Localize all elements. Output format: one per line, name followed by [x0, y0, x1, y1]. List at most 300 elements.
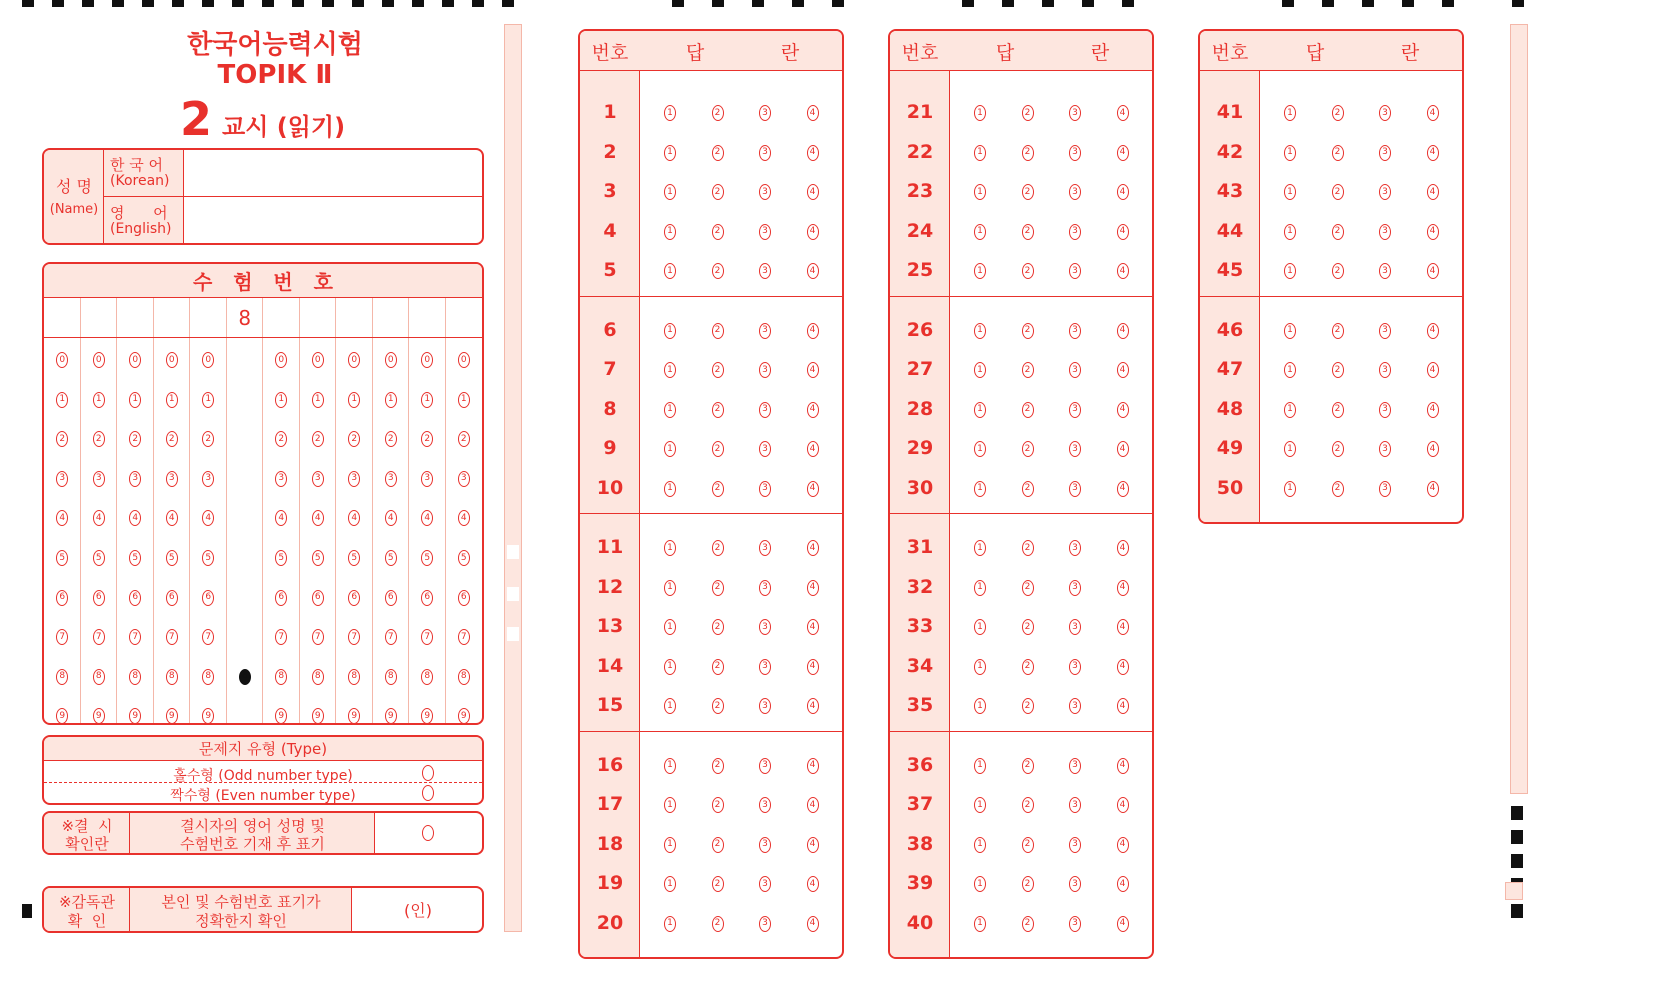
answer-bubble[interactable]: 3 — [1069, 758, 1081, 774]
answer-bubble[interactable]: 4 — [1427, 184, 1439, 200]
answer-bubble[interactable]: 2 — [1022, 481, 1034, 497]
answer-bubble[interactable]: 4 — [807, 145, 819, 161]
exam-number-bubble[interactable]: 2 — [166, 431, 178, 447]
exam-number-bubble[interactable]: 2 — [348, 431, 360, 447]
exam-number-bubble[interactable]: 1 — [129, 392, 141, 408]
answer-bubble[interactable]: 4 — [1117, 481, 1129, 497]
exam-number-bubble[interactable]: 1 — [275, 392, 287, 408]
exam-number-bubble[interactable]: 3 — [56, 471, 68, 487]
exam-number-bubble[interactable]: 6 — [202, 590, 214, 606]
answer-bubble[interactable]: 2 — [1332, 323, 1344, 339]
answer-bubble[interactable]: 1 — [664, 758, 676, 774]
answer-bubble[interactable]: 4 — [807, 481, 819, 497]
answer-bubble[interactable]: 3 — [759, 263, 771, 279]
answer-bubble[interactable]: 3 — [759, 619, 771, 635]
exam-number-bubble[interactable]: 6 — [93, 590, 105, 606]
exam-number-bubble[interactable]: 0 — [202, 352, 214, 368]
answer-bubble[interactable]: 1 — [974, 481, 986, 497]
exam-number-bubble[interactable]: 7 — [312, 629, 324, 645]
answer-bubble[interactable]: 1 — [664, 659, 676, 675]
answer-bubble[interactable]: 2 — [712, 916, 724, 932]
exam-number-bubble[interactable]: 9 — [312, 708, 324, 724]
exam-number-bubble[interactable]: 4 — [275, 510, 287, 526]
exam-number-bubble[interactable]: 9 — [166, 708, 178, 724]
answer-bubble[interactable]: 3 — [1069, 441, 1081, 457]
answer-bubble[interactable]: 1 — [974, 362, 986, 378]
answer-bubble[interactable]: 3 — [1069, 837, 1081, 853]
exam-number-bubble[interactable]: 0 — [275, 352, 287, 368]
answer-bubble[interactable]: 1 — [664, 481, 676, 497]
answer-bubble[interactable]: 3 — [1379, 402, 1391, 418]
exam-number-written-digit[interactable] — [81, 298, 118, 338]
answer-bubble[interactable]: 1 — [664, 580, 676, 596]
exam-number-bubble[interactable]: 7 — [129, 629, 141, 645]
exam-number-bubble[interactable]: 4 — [129, 510, 141, 526]
answer-bubble[interactable]: 1 — [974, 105, 986, 121]
exam-number-bubble[interactable]: 5 — [129, 550, 141, 566]
exam-number-bubble[interactable]: 9 — [458, 708, 470, 724]
exam-number-bubble[interactable]: 8 — [275, 669, 287, 685]
answer-bubble[interactable]: 2 — [1332, 481, 1344, 497]
answer-bubble[interactable]: 2 — [712, 619, 724, 635]
answer-bubble[interactable]: 3 — [759, 184, 771, 200]
answer-bubble[interactable]: 3 — [1379, 441, 1391, 457]
answer-bubble[interactable]: 1 — [1284, 105, 1296, 121]
exam-number-bubble[interactable]: 2 — [202, 431, 214, 447]
answer-bubble[interactable]: 4 — [1117, 402, 1129, 418]
answer-bubble[interactable]: 1 — [664, 184, 676, 200]
answer-bubble[interactable]: 4 — [1117, 540, 1129, 556]
answer-bubble[interactable]: 4 — [807, 540, 819, 556]
even-type-bubble[interactable] — [422, 785, 434, 801]
exam-number-bubble[interactable]: 9 — [348, 708, 360, 724]
answer-bubble[interactable]: 1 — [664, 540, 676, 556]
answer-bubble[interactable]: 2 — [712, 441, 724, 457]
answer-bubble[interactable]: 1 — [1284, 184, 1296, 200]
exam-number-bubble[interactable]: 8 — [166, 669, 178, 685]
answer-bubble[interactable]: 4 — [1117, 758, 1129, 774]
answer-bubble[interactable]: 2 — [1022, 323, 1034, 339]
answer-bubble[interactable]: 1 — [1284, 441, 1296, 457]
answer-bubble[interactable]: 3 — [1069, 362, 1081, 378]
exam-number-bubble[interactable]: 1 — [202, 392, 214, 408]
exam-number-bubble[interactable]: 8 — [421, 669, 433, 685]
answer-bubble[interactable]: 1 — [664, 323, 676, 339]
exam-number-bubble[interactable]: 3 — [312, 471, 324, 487]
answer-bubble[interactable]: 2 — [1332, 145, 1344, 161]
answer-bubble[interactable]: 1 — [664, 263, 676, 279]
answer-bubble[interactable]: 2 — [1022, 184, 1034, 200]
answer-bubble[interactable]: 2 — [1022, 224, 1034, 240]
answer-bubble[interactable]: 4 — [1427, 402, 1439, 418]
exam-number-bubble[interactable]: 2 — [275, 431, 287, 447]
exam-number-bubble[interactable]: 2 — [93, 431, 105, 447]
answer-bubble[interactable]: 3 — [759, 402, 771, 418]
exam-number-bubble[interactable]: 4 — [385, 510, 397, 526]
answer-bubble[interactable]: 2 — [712, 876, 724, 892]
exam-number-bubble[interactable]: 3 — [93, 471, 105, 487]
answer-bubble[interactable]: 1 — [974, 659, 986, 675]
answer-bubble[interactable]: 4 — [1427, 362, 1439, 378]
answer-bubble[interactable]: 2 — [1332, 362, 1344, 378]
answer-bubble[interactable]: 1 — [974, 916, 986, 932]
answer-bubble[interactable]: 1 — [664, 916, 676, 932]
exam-number-bubble[interactable]: 0 — [56, 352, 68, 368]
exam-number-bubble[interactable]: 7 — [385, 629, 397, 645]
answer-bubble[interactable]: 1 — [974, 619, 986, 635]
answer-bubble[interactable]: 3 — [1069, 263, 1081, 279]
exam-number-bubble[interactable]: 9 — [275, 708, 287, 724]
exam-number-bubble[interactable]: 0 — [421, 352, 433, 368]
exam-number-written-digit[interactable] — [300, 298, 337, 338]
answer-bubble[interactable]: 2 — [712, 184, 724, 200]
answer-bubble[interactable]: 3 — [1069, 619, 1081, 635]
answer-bubble[interactable]: 4 — [1427, 263, 1439, 279]
answer-bubble[interactable]: 2 — [1022, 659, 1034, 675]
answer-bubble[interactable]: 2 — [1022, 758, 1034, 774]
exam-number-bubble[interactable]: 2 — [421, 431, 433, 447]
answer-bubble[interactable]: 1 — [1284, 362, 1296, 378]
answer-bubble[interactable]: 3 — [759, 145, 771, 161]
answer-bubble[interactable]: 2 — [712, 659, 724, 675]
exam-number-bubble[interactable]: 4 — [348, 510, 360, 526]
exam-number-bubble[interactable]: 0 — [129, 352, 141, 368]
answer-bubble[interactable]: 4 — [1117, 184, 1129, 200]
exam-number-written-digit[interactable] — [44, 298, 81, 338]
answer-bubble[interactable]: 4 — [1427, 481, 1439, 497]
answer-bubble[interactable]: 3 — [759, 105, 771, 121]
exam-number-bubble[interactable]: 4 — [421, 510, 433, 526]
answer-bubble[interactable]: 1 — [974, 540, 986, 556]
answer-bubble[interactable]: 1 — [664, 105, 676, 121]
even-type-row[interactable] — [44, 783, 482, 803]
answer-bubble[interactable]: 3 — [759, 362, 771, 378]
exam-number-bubble[interactable]: 5 — [312, 550, 324, 566]
exam-number-bubble[interactable]: 2 — [56, 431, 68, 447]
answer-bubble[interactable]: 1 — [974, 402, 986, 418]
answer-bubble[interactable]: 3 — [1379, 224, 1391, 240]
answer-bubble[interactable]: 2 — [1022, 619, 1034, 635]
answer-bubble[interactable]: 4 — [807, 916, 819, 932]
exam-number-bubble[interactable]: 7 — [166, 629, 178, 645]
answer-bubble[interactable]: 3 — [1069, 916, 1081, 932]
exam-number-bubble[interactable]: 4 — [93, 510, 105, 526]
answer-bubble[interactable]: 2 — [1022, 105, 1034, 121]
answer-bubble[interactable]: 4 — [1117, 876, 1129, 892]
answer-bubble[interactable]: 2 — [712, 224, 724, 240]
answer-bubble[interactable]: 4 — [1427, 105, 1439, 121]
exam-number-bubble[interactable]: 6 — [129, 590, 141, 606]
answer-bubble[interactable]: 1 — [974, 184, 986, 200]
answer-bubble[interactable]: 4 — [807, 876, 819, 892]
exam-number-bubble[interactable]: 6 — [385, 590, 397, 606]
answer-bubble[interactable]: 4 — [807, 619, 819, 635]
exam-number-written-digit[interactable] — [117, 298, 154, 338]
exam-number-bubble[interactable]: 8 — [202, 669, 214, 685]
answer-bubble[interactable]: 3 — [1069, 224, 1081, 240]
answer-bubble[interactable]: 1 — [974, 797, 986, 813]
exam-number-bubble[interactable]: 8 — [348, 669, 360, 685]
exam-number-bubble[interactable]: 4 — [166, 510, 178, 526]
answer-bubble[interactable]: 1 — [1284, 145, 1296, 161]
answer-bubble[interactable]: 4 — [1117, 263, 1129, 279]
answer-bubble[interactable]: 3 — [759, 540, 771, 556]
answer-bubble[interactable]: 1 — [974, 441, 986, 457]
exam-number-bubble[interactable]: 1 — [312, 392, 324, 408]
answer-bubble[interactable]: 2 — [1022, 263, 1034, 279]
exam-number-bubble[interactable]: 9 — [202, 708, 214, 724]
answer-bubble[interactable]: 2 — [712, 698, 724, 714]
answer-bubble[interactable]: 3 — [759, 876, 771, 892]
answer-bubble[interactable]: 4 — [807, 580, 819, 596]
answer-bubble[interactable]: 1 — [1284, 224, 1296, 240]
exam-number-bubble[interactable]: 8 — [56, 669, 68, 685]
answer-bubble[interactable]: 4 — [807, 698, 819, 714]
exam-number-bubble[interactable]: 6 — [421, 590, 433, 606]
exam-number-bubble[interactable]: 0 — [93, 352, 105, 368]
answer-bubble[interactable]: 2 — [1022, 837, 1034, 853]
exam-number-bubble[interactable]: 2 — [312, 431, 324, 447]
exam-number-bubble[interactable]: 9 — [421, 708, 433, 724]
answer-bubble[interactable]: 3 — [759, 758, 771, 774]
answer-bubble[interactable]: 2 — [1022, 441, 1034, 457]
answer-bubble[interactable]: 2 — [1022, 876, 1034, 892]
answer-bubble[interactable]: 2 — [712, 481, 724, 497]
answer-bubble[interactable]: 3 — [759, 481, 771, 497]
exam-number-bubble[interactable]: 3 — [129, 471, 141, 487]
exam-number-bubble[interactable]: 0 — [458, 352, 470, 368]
answer-bubble[interactable]: 4 — [1117, 145, 1129, 161]
exam-number-bubble[interactable]: 6 — [56, 590, 68, 606]
answer-bubble[interactable]: 2 — [1332, 224, 1344, 240]
answer-bubble[interactable]: 4 — [1117, 441, 1129, 457]
answer-bubble[interactable]: 2 — [712, 837, 724, 853]
answer-bubble[interactable]: 3 — [1379, 105, 1391, 121]
answer-bubble[interactable]: 3 — [759, 797, 771, 813]
answer-bubble[interactable]: 1 — [1284, 481, 1296, 497]
exam-number-bubble[interactable]: 6 — [458, 590, 470, 606]
answer-bubble[interactable]: 1 — [974, 580, 986, 596]
answer-bubble[interactable]: 2 — [1022, 580, 1034, 596]
exam-number-bubble[interactable]: 0 — [348, 352, 360, 368]
answer-bubble[interactable]: 3 — [759, 580, 771, 596]
exam-number-bubble[interactable]: 6 — [312, 590, 324, 606]
answer-bubble[interactable]: 2 — [712, 105, 724, 121]
answer-bubble[interactable]: 1 — [974, 698, 986, 714]
answer-bubble[interactable]: 3 — [1069, 540, 1081, 556]
answer-bubble[interactable]: 1 — [664, 876, 676, 892]
exam-number-bubble[interactable]: 1 — [93, 392, 105, 408]
answer-bubble[interactable]: 2 — [712, 580, 724, 596]
answer-bubble[interactable]: 4 — [1117, 698, 1129, 714]
answer-bubble[interactable]: 1 — [974, 758, 986, 774]
exam-number-bubble[interactable]: 3 — [166, 471, 178, 487]
answer-bubble[interactable]: 1 — [664, 837, 676, 853]
answer-bubble[interactable]: 1 — [664, 797, 676, 813]
odd-type-bubble[interactable] — [422, 765, 434, 781]
exam-number-bubble[interactable]: 9 — [385, 708, 397, 724]
answer-bubble[interactable]: 1 — [974, 323, 986, 339]
exam-number-bubble[interactable]: 1 — [166, 392, 178, 408]
exam-number-bubble[interactable]: 5 — [166, 550, 178, 566]
answer-bubble[interactable]: 3 — [1069, 184, 1081, 200]
exam-number-bubble[interactable]: 7 — [93, 629, 105, 645]
answer-bubble[interactable]: 3 — [759, 441, 771, 457]
answer-bubble[interactable]: 3 — [759, 837, 771, 853]
answer-bubble[interactable]: 3 — [1069, 698, 1081, 714]
exam-number-bubble[interactable]: 1 — [385, 392, 397, 408]
english-name-field[interactable] — [186, 200, 480, 240]
answer-bubble[interactable]: 4 — [1117, 323, 1129, 339]
exam-number-bubble[interactable]: 2 — [129, 431, 141, 447]
odd-type-row[interactable] — [44, 763, 482, 783]
answer-bubble[interactable]: 2 — [1332, 105, 1344, 121]
answer-bubble[interactable]: 3 — [759, 224, 771, 240]
answer-bubble[interactable]: 2 — [712, 540, 724, 556]
answer-bubble[interactable]: 4 — [807, 758, 819, 774]
exam-number-bubble[interactable]: 3 — [202, 471, 214, 487]
answer-bubble[interactable]: 3 — [1379, 481, 1391, 497]
answer-bubble[interactable]: 1 — [1284, 402, 1296, 418]
exam-number-bubble[interactable]: 1 — [421, 392, 433, 408]
answer-bubble[interactable]: 1 — [974, 837, 986, 853]
answer-bubble[interactable]: 4 — [807, 441, 819, 457]
answer-bubble[interactable]: 1 — [664, 698, 676, 714]
answer-bubble[interactable]: 3 — [1069, 797, 1081, 813]
answer-bubble[interactable]: 3 — [759, 916, 771, 932]
answer-bubble[interactable]: 2 — [1022, 797, 1034, 813]
answer-bubble[interactable]: 4 — [807, 402, 819, 418]
exam-number-written-digit[interactable] — [154, 298, 191, 338]
answer-bubble[interactable]: 4 — [1117, 619, 1129, 635]
answer-bubble[interactable]: 4 — [1117, 797, 1129, 813]
answer-bubble[interactable]: 3 — [1069, 876, 1081, 892]
answer-bubble[interactable]: 4 — [1427, 323, 1439, 339]
exam-number-bubble[interactable]: 3 — [458, 471, 470, 487]
answer-bubble[interactable]: 2 — [1022, 916, 1034, 932]
answer-bubble[interactable]: 3 — [1379, 323, 1391, 339]
exam-number-bubble[interactable]: 5 — [458, 550, 470, 566]
answer-bubble[interactable]: 2 — [712, 323, 724, 339]
exam-number-bubble[interactable]: 8 — [385, 669, 397, 685]
answer-bubble[interactable]: 4 — [807, 184, 819, 200]
exam-number-written-digit[interactable] — [373, 298, 410, 338]
answer-bubble[interactable]: 1 — [664, 402, 676, 418]
answer-bubble[interactable]: 2 — [1022, 362, 1034, 378]
answer-bubble[interactable]: 3 — [759, 659, 771, 675]
exam-number-bubble[interactable]: 9 — [129, 708, 141, 724]
exam-number-written-digit[interactable] — [446, 298, 483, 338]
answer-bubble[interactable]: 4 — [807, 224, 819, 240]
exam-number-bubble[interactable]: 6 — [275, 590, 287, 606]
answer-bubble[interactable]: 1 — [1284, 323, 1296, 339]
answer-bubble[interactable]: 4 — [1117, 224, 1129, 240]
exam-number-bubble[interactable]: 9 — [93, 708, 105, 724]
answer-bubble[interactable]: 4 — [1117, 580, 1129, 596]
exam-number-bubble[interactable]: 3 — [421, 471, 433, 487]
exam-number-bubble[interactable]: 1 — [348, 392, 360, 408]
answer-bubble[interactable]: 2 — [712, 145, 724, 161]
exam-number-bubble[interactable]: 8 — [129, 669, 141, 685]
answer-bubble[interactable]: 4 — [1117, 916, 1129, 932]
exam-number-bubble[interactable]: 7 — [421, 629, 433, 645]
exam-number-bubble[interactable]: 7 — [458, 629, 470, 645]
answer-bubble[interactable]: 3 — [1379, 362, 1391, 378]
answer-bubble[interactable]: 2 — [1332, 441, 1344, 457]
answer-bubble[interactable]: 4 — [1117, 659, 1129, 675]
answer-bubble[interactable]: 2 — [1332, 402, 1344, 418]
exam-number-bubble[interactable]: 7 — [202, 629, 214, 645]
exam-number-written-digit[interactable] — [409, 298, 446, 338]
answer-bubble[interactable]: 4 — [1427, 145, 1439, 161]
exam-number-bubble[interactable]: 9 — [56, 708, 68, 724]
absence-bubble[interactable] — [422, 825, 434, 841]
exam-number-bubble[interactable]: 4 — [56, 510, 68, 526]
answer-bubble[interactable]: 1 — [974, 876, 986, 892]
exam-number-bubble[interactable]: 7 — [275, 629, 287, 645]
exam-number-bubble[interactable]: 6 — [348, 590, 360, 606]
exam-number-bubble[interactable]: 4 — [458, 510, 470, 526]
answer-bubble[interactable]: 3 — [1069, 323, 1081, 339]
exam-number-bubble[interactable]: 5 — [202, 550, 214, 566]
answer-bubble[interactable]: 2 — [712, 263, 724, 279]
exam-number-bubble[interactable]: 5 — [385, 550, 397, 566]
exam-number-bubble[interactable]: 7 — [348, 629, 360, 645]
exam-number-bubble[interactable]: 8 — [458, 669, 470, 685]
answer-bubble[interactable]: 3 — [1069, 481, 1081, 497]
answer-bubble[interactable]: 2 — [1022, 698, 1034, 714]
answer-bubble[interactable]: 3 — [1379, 263, 1391, 279]
answer-bubble[interactable]: 2 — [712, 362, 724, 378]
answer-bubble[interactable]: 2 — [712, 402, 724, 418]
exam-number-written-digit[interactable] — [336, 298, 373, 338]
answer-bubble[interactable]: 2 — [712, 758, 724, 774]
exam-number-bubble[interactable]: 5 — [275, 550, 287, 566]
answer-bubble[interactable]: 4 — [807, 797, 819, 813]
answer-bubble[interactable]: 2 — [1332, 184, 1344, 200]
exam-number-bubble-marked[interactable]: 8 — [239, 669, 251, 685]
answer-bubble[interactable]: 2 — [1022, 145, 1034, 161]
exam-number-bubble[interactable]: 8 — [93, 669, 105, 685]
answer-bubble[interactable]: 1 — [974, 224, 986, 240]
answer-bubble[interactable]: 3 — [1069, 659, 1081, 675]
exam-number-bubble[interactable]: 4 — [202, 510, 214, 526]
answer-bubble[interactable]: 1 — [664, 619, 676, 635]
answer-bubble[interactable]: 4 — [807, 659, 819, 675]
exam-number-bubble[interactable]: 2 — [458, 431, 470, 447]
exam-number-bubble[interactable]: 3 — [348, 471, 360, 487]
answer-bubble[interactable]: 4 — [807, 105, 819, 121]
answer-bubble[interactable]: 1 — [974, 145, 986, 161]
exam-number-bubble[interactable]: 1 — [56, 392, 68, 408]
exam-number-bubble[interactable]: 5 — [56, 550, 68, 566]
exam-number-bubble[interactable]: 7 — [56, 629, 68, 645]
answer-bubble[interactable]: 3 — [1379, 145, 1391, 161]
answer-bubble[interactable]: 2 — [1022, 540, 1034, 556]
answer-bubble[interactable]: 4 — [1427, 224, 1439, 240]
exam-number-bubble[interactable]: 4 — [312, 510, 324, 526]
answer-bubble[interactable]: 2 — [1332, 263, 1344, 279]
exam-number-written-digit[interactable] — [190, 298, 227, 338]
exam-number-bubble[interactable]: 5 — [421, 550, 433, 566]
answer-bubble[interactable]: 4 — [1427, 441, 1439, 457]
exam-number-bubble[interactable]: 5 — [348, 550, 360, 566]
answer-bubble[interactable]: 3 — [1069, 105, 1081, 121]
answer-bubble[interactable]: 4 — [807, 362, 819, 378]
answer-bubble[interactable]: 2 — [712, 797, 724, 813]
answer-bubble[interactable]: 4 — [1117, 362, 1129, 378]
answer-bubble[interactable]: 1 — [664, 362, 676, 378]
